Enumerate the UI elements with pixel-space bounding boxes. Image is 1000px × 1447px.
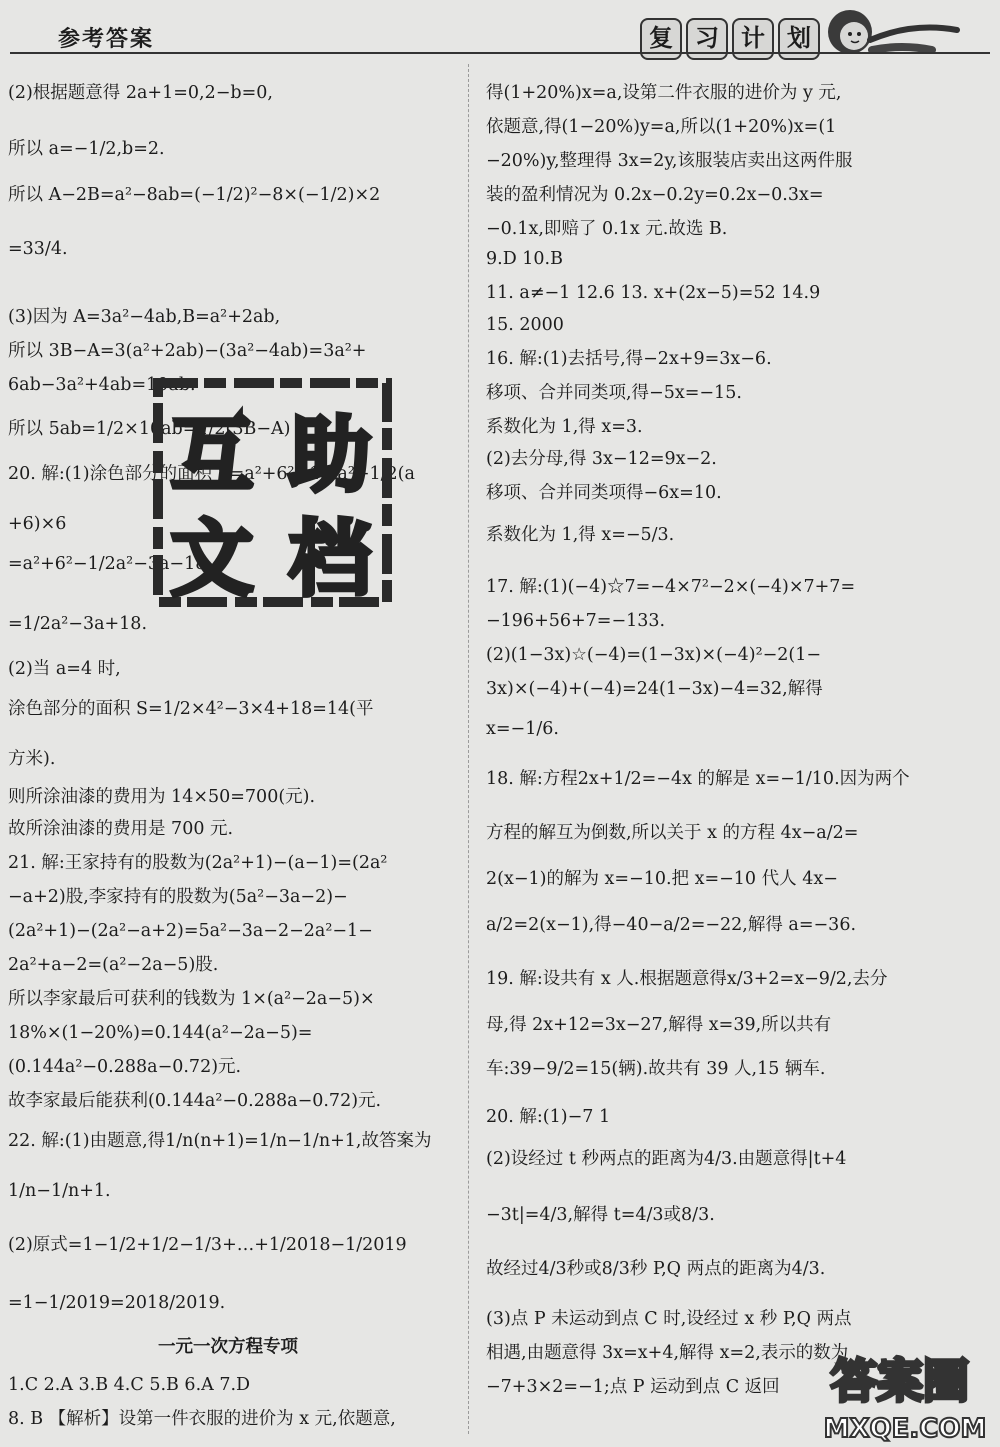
watermark-text: 答案圈 bbox=[831, 1354, 969, 1408]
answer-line: =a²+6²−1/2a²−3a−18 bbox=[8, 554, 207, 574]
brand-char: 计 bbox=[732, 18, 774, 60]
answer-line: 20. 解:(1)涂色部分的面积 S=a²+6²−1/2a²−1/2(a bbox=[8, 464, 415, 484]
answer-line: 故经过4/3秒或8/3秒 P,Q 两点的距离为4/3. bbox=[486, 1259, 826, 1279]
answer-line: 18. 解:方程2x+1/2=−4x 的解是 x=−1/10.因为两个 bbox=[486, 769, 910, 789]
column-divider bbox=[468, 64, 469, 1434]
answer-line: 18%×(1−20%)=0.144(a²−2a−5)= bbox=[8, 1023, 313, 1043]
answer-line: =1/2a²−3a+18. bbox=[8, 614, 148, 634]
answer-line: 涂色部分的面积 S=1/2×4²−3×4+18=14(平 bbox=[8, 699, 374, 719]
watermark-url: MXQE.COM bbox=[823, 1414, 987, 1444]
answer-line: −3t|=4/3,解得 t=4/3或8/3. bbox=[486, 1205, 715, 1225]
answer-line: 16. 解:(1)去括号,得−2x+9=3x−6. bbox=[486, 349, 772, 369]
answer-line: (2)当 a=4 时, bbox=[8, 659, 121, 679]
page-title: 参考答案 bbox=[58, 27, 155, 52]
answer-line: 22. 解:(1)由题意,得1/n(n+1)=1/n−1/n+1,故答案为 bbox=[8, 1131, 432, 1151]
answer-line: 方程的解互为倒数,所以关于 x 的方程 4x−a/2= bbox=[486, 823, 859, 843]
brand-char: 习 bbox=[686, 18, 728, 60]
answer-line: (2)根据题意得 2a+1=0,2−b=0, bbox=[8, 83, 273, 103]
answer-line: 所以 a=−1/2,b=2. bbox=[8, 139, 165, 159]
answer-line: +6)×6 bbox=[8, 514, 67, 534]
answer-line: 20. 解:(1)−7 1 bbox=[486, 1107, 611, 1127]
answer-line: 车:39−9/2=15(辆).故共有 39 人,15 辆车. bbox=[486, 1059, 826, 1079]
answer-line: 1.C 2.A 3.B 4.C 5.B 6.A 7.D bbox=[8, 1375, 251, 1395]
answer-line: 母,得 2x+12=3x−27,解得 x=39,所以共有 bbox=[486, 1015, 832, 1035]
stamp-seal bbox=[150, 375, 395, 610]
answer-line: (2a²+1)−(2a²−a+2)=5a²−3a−2−2a²−1− bbox=[8, 921, 373, 941]
answer-line: 系数化为 1,得 x=−5/3. bbox=[486, 525, 675, 545]
answer-line: (3)因为 A=3a²−4ab,B=a²+2ab, bbox=[8, 307, 281, 327]
stamp-char: 助 bbox=[288, 408, 372, 503]
answer-line: 21. 解:王家持有的股数为(2a²+1)−(a−1)=(2a² bbox=[8, 853, 388, 873]
answer-line: 15. 2000 bbox=[486, 315, 564, 335]
answer-line: x=−1/6. bbox=[486, 719, 559, 739]
header-rule bbox=[10, 52, 990, 54]
answer-line: 故李家最后能获利(0.144a²−0.288a−0.72)元. bbox=[8, 1091, 382, 1111]
answer-line: a/2=2(x−1),得−40−a/2=−22,解得 a=−36. bbox=[486, 915, 857, 935]
page-header bbox=[0, 0, 1000, 58]
answer-line: 相遇,由题意得 3x=x+4,解得 x=2,表示的数为 bbox=[486, 1343, 849, 1363]
answer-line: 11. a≠−1 12.6 13. x+(2x−5)=52 14.9 bbox=[486, 283, 821, 303]
watermark-logo bbox=[805, 1345, 995, 1445]
answer-line: 移项、合并同类项,得−5x=−15. bbox=[486, 383, 742, 403]
answer-line: −7+3×2=−1;点 P 运动到点 C 返回 bbox=[486, 1377, 780, 1397]
answer-line: 所以 5ab=1/2×10ab=1/2(3B−A) bbox=[8, 419, 291, 439]
answer-line: 17. 解:(1)(−4)☆7=−4×7²−2×(−4)×7+7= bbox=[486, 577, 856, 597]
answer-line: 2a²+a−2=(a²−2a−5)股. bbox=[8, 955, 219, 975]
answer-line: =33/4. bbox=[8, 239, 68, 259]
answer-line: 方米). bbox=[8, 749, 56, 769]
answer-line: 依题意,得(1−20%)y=a,所以(1+20%)x=(1 bbox=[486, 117, 837, 137]
answer-line: 故所涂油漆的费用是 700 元. bbox=[8, 819, 234, 839]
answer-line: (2)原式=1−1/2+1/2−1/3+…+1/2018−1/2019 bbox=[8, 1235, 407, 1255]
answer-line: 系数化为 1,得 x=3. bbox=[486, 417, 643, 437]
stamp-char: 文 bbox=[170, 512, 254, 607]
answer-line: (2)设经过 t 秒两点的距离为4/3.由题意得|t+4 bbox=[486, 1149, 847, 1169]
brand-char: 划 bbox=[778, 18, 820, 60]
answer-line: 则所涂油漆的费用为 14×50=700(元). bbox=[8, 787, 316, 807]
section-title: 一元一次方程专项 bbox=[158, 1337, 298, 1357]
answer-line: =1−1/2019=2018/2019. bbox=[8, 1293, 226, 1313]
answer-line: 6ab−3a²+4ab=10ab. bbox=[8, 375, 196, 395]
answer-line: 1/n−1/n+1. bbox=[8, 1181, 111, 1201]
answer-line: (2)(1−3x)☆(−4)=(1−3x)×(−4)²−2(1− bbox=[486, 645, 822, 665]
answer-line: 所以李家最后可获利的钱数为 1×(a²−2a−5)× bbox=[8, 989, 375, 1009]
stamp-char: 档 bbox=[288, 512, 372, 607]
answer-line: (0.144a²−0.288a−0.72)元. bbox=[8, 1057, 242, 1077]
answer-line: 所以 A−2B=a²−8ab=(−1/2)²−8×(−1/2)×2 bbox=[8, 185, 381, 205]
answer-line: −20%)y,整理得 3x=2y,该服装店卖出这两件服 bbox=[486, 151, 853, 171]
answer-line: (2)去分母,得 3x−12=9x−2. bbox=[486, 449, 717, 469]
answer-line: 19. 解:设共有 x 人.根据题意得x/3+2=x−9/2,去分 bbox=[486, 969, 888, 989]
answer-line: −0.1x,即赔了 0.1x 元.故选 B. bbox=[486, 219, 728, 239]
answer-line: 移项、合并同类项得−6x=10. bbox=[486, 483, 722, 503]
answer-line: (3)点 P 未运动到点 C 时,设经过 x 秒 P,Q 两点 bbox=[486, 1309, 852, 1329]
answer-line: 3x)×(−4)+(−4)=24(1−3x)−4=32,解得 bbox=[486, 679, 823, 699]
answer-line: 所以 3B−A=3(a²+2ab)−(3a²−4ab)=3a²+ bbox=[8, 341, 367, 361]
answer-line: 9.D 10.B bbox=[486, 249, 563, 269]
answer-line: −a+2)股,李家持有的股数为(5a²−3a−2)− bbox=[8, 887, 348, 907]
answer-line: 2(x−1)的解为 x=−10.把 x=−10 代人 4x− bbox=[486, 869, 838, 889]
answer-line: 装的盈利情况为 0.2x−0.2y=0.2x−0.3x= bbox=[486, 185, 824, 205]
answer-line: −196+56+7=−133. bbox=[486, 611, 666, 631]
answer-line: 得(1+20%)x=a,设第二件衣服的进价为 y 元, bbox=[486, 83, 842, 103]
brand-char: 复 bbox=[640, 18, 682, 60]
answer-line: 8. B 【解析】设第一件衣服的进价为 x 元,依题意, bbox=[8, 1409, 396, 1429]
stamp-char: 互 bbox=[170, 408, 254, 503]
